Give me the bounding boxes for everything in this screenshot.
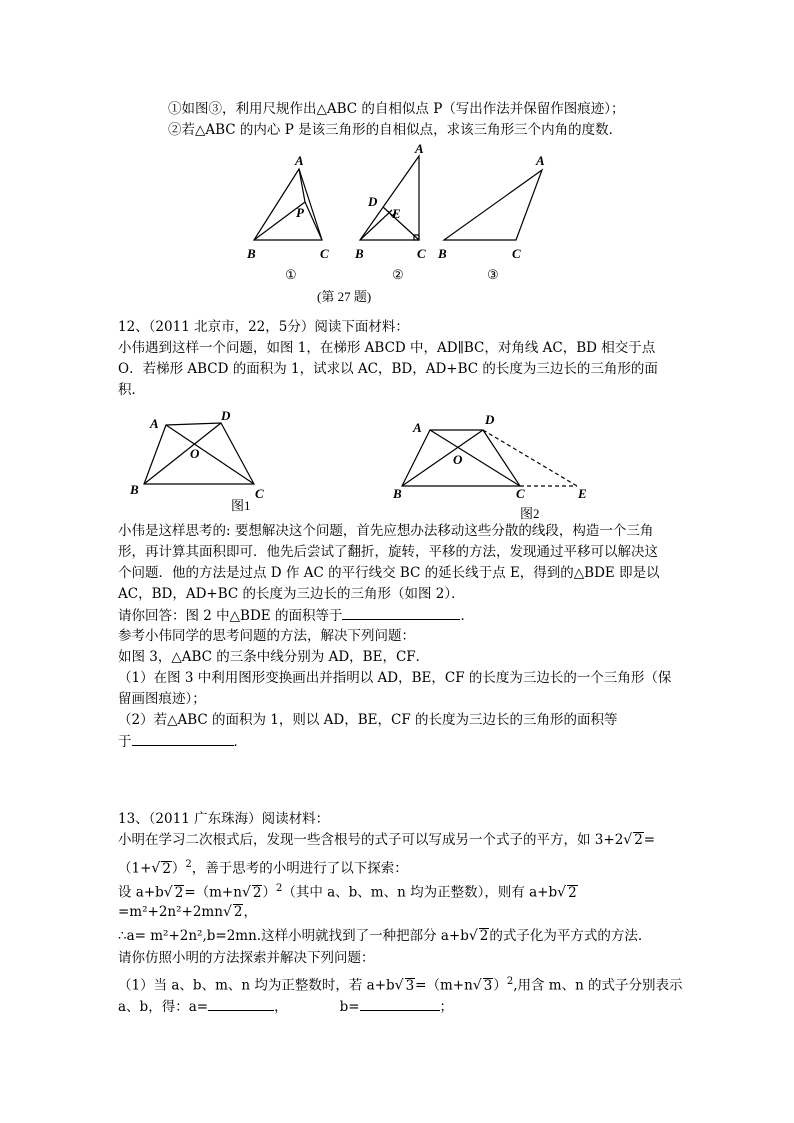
q13-sub1-line1: （1）当 a、b、m、n 均为正整数时，若 a+b√ 3=（m+n√ 3）$^2$,用含 m、n 的式子分别表示 [118, 976, 683, 994]
q13-sub1-comma: ， [274, 999, 288, 1015]
q12-fig2-label-a: A [413, 420, 422, 435]
q13-a-blank[interactable] [208, 997, 274, 1011]
q11-figure-1 [254, 169, 322, 240]
q13-sqrt2: 2 [634, 832, 643, 848]
q12-sub2-end: ． [233, 734, 247, 750]
q13-line3-exp: 2 [275, 883, 283, 894]
q13-sub1-a: （1）当 a、b、m、n 均为正整数时，若 a+b [118, 977, 395, 994]
q13-line6: 请你仿照小明的方法探索并解决下列问题： [118, 950, 375, 966]
q13-sqrt3: 3 [483, 977, 493, 994]
q13-line2: （1+√ 2）$^2$，善于思考的小明进行了以下探索： [118, 859, 408, 877]
q12-figure3-desc: 如图 3，△ABC 的三条中线分别为 AD，BE，CF． [118, 649, 430, 665]
q13-sub1-c: ） [493, 977, 507, 994]
q13-sqrt2: 2 [162, 860, 171, 877]
fig1-caption: ① [285, 267, 297, 282]
q13-line1: 小明在学习二次根式后，发现一些含根号的式子可以写成另一个式子的平方，如 3+2√ 2= [118, 832, 656, 848]
q13-sqrt2: 2 [252, 884, 262, 901]
q12-think-line3: 个问题．他的方法是过点 D 作 AC 的平行线交 BC 的延长线于点 E，得到的△BDE 即是以 [118, 565, 660, 581]
q11-figure-caption: (第 27 题) [317, 289, 372, 304]
q13-line1-text: 小明在学习二次根式后，发现一些含根号的式子可以写成另一个式子的平方，如 3+2 [118, 832, 624, 848]
fig1-label-b: B [247, 246, 256, 261]
q13-line5-a: ∴a= m²+2n²,b=2mn.这样小明就找到了一种把部分 a+b [118, 928, 469, 944]
q13-line4-a: =m²+2n²+2mn [118, 904, 223, 920]
fig2-label-c: C [417, 246, 426, 261]
q12-think-line4: AC，BD，AD+BC 的长度为三边长的三角形（如图 2）． [118, 586, 465, 602]
q13-line2-close: ） [171, 860, 186, 877]
q12-sub1-line2: 留画图痕迹）； [118, 691, 206, 707]
q13-line3-c: ） [262, 884, 276, 901]
q13-line3-d: （其中 a、b、m、n 均为正整数），则有 a+b [282, 884, 558, 901]
q11-figure-3 [444, 170, 542, 240]
q13-sub1-b: =（m+n [415, 977, 473, 994]
fig2-label-e: E [392, 206, 401, 221]
q13-line4: =m²+2n²+2mn√ 2， [118, 904, 257, 920]
q12-intro-line2: O．若梯形 ABCD 的面积为 1，试求以 AC，BD，AD+BC 的长度为三边长的三角形的面 [118, 361, 658, 377]
q11-figures [0, 0, 794, 310]
q13-sqrt2: 2 [233, 904, 243, 920]
fig3-caption: ③ [487, 267, 499, 282]
q13-line1-eq: = [643, 832, 656, 848]
q12-fig2-caption: 图2 [520, 506, 540, 521]
q13-line4-b: ， [243, 904, 257, 920]
q12-fig2-label-c: C [516, 486, 525, 501]
q12-fig1-label-d: D [221, 408, 231, 423]
q13-line2-open: （1+ [118, 860, 152, 877]
q12-fig2-label-b: B [393, 486, 402, 501]
q12-reference: 参考小伟同学的思考问题的方法，解决下列问题： [118, 628, 415, 644]
q12-answer-end: ． [460, 608, 474, 624]
q12-fig1-caption: 图1 [231, 498, 251, 513]
q12-answer-prompt: 请你回答：图 2 中△BDE 的面积等于 [118, 608, 343, 624]
q12-sub2-line2 [118, 732, 247, 751]
q13-header: 13、（2011 广东珠海）阅读材料： [118, 811, 330, 827]
q12-fig2-label-o: O [453, 452, 463, 467]
fig2-label-d: D [368, 194, 378, 209]
q13-sqrt2: 2 [479, 928, 489, 944]
q11-part2: ②若△ABC 的内心 P 是该三角形的自相似点，求该三角形三个内角的度数． [168, 122, 623, 138]
q12-sub2-line1: （2）若△ABC 的面积为 1，则以 AD，BE，CF 的长度为三边长的三角形的面积等 [118, 712, 618, 728]
fig3-label-b: B [438, 246, 447, 261]
q12-fig1-label-a: A [150, 416, 159, 431]
q13-line2-text: ，善于思考的小明进行了以下探索： [191, 860, 408, 877]
q13-sub1-a-label: a、b，得：a= [118, 999, 209, 1015]
q13-sub1-d: ,用含 m、n 的式子分别表示 [513, 977, 683, 994]
q12-fig1-label-c: C [255, 486, 264, 501]
q12-answer-line [118, 606, 474, 625]
q11-part1: ①如图③，利用尺规作出△ABC 的自相似点 P（写出作法并保留作图痕迹）； [168, 101, 625, 117]
q13-line5-b: 的式子化为平方式的方法. [489, 928, 643, 944]
q12-header: 12、（2011 北京市，22，5分）阅读下面材料： [118, 319, 409, 335]
q12-intro-line3: 积． [118, 382, 145, 398]
q12-fig2-label-d: D [485, 412, 495, 427]
q13-sqrt2: 2 [174, 884, 184, 901]
q13-line3: 设 a+b√ 2=（m+n√ 2）$^2$（其中 a、b、m、n 均为正整数），则有 a+b√ 2 [118, 883, 577, 901]
q13-line3-b: =（m+n [184, 884, 242, 901]
q12-answer-blank[interactable] [342, 606, 460, 620]
fig2-label-b: B [355, 246, 364, 261]
q13-sub1-line2 [118, 997, 453, 1016]
q12-think-line1: 小伟是这样思考的: 要想解决这个问题，首先应想办法移动这些分散的线段，构造一个三角 [118, 523, 654, 539]
q13-b-blank[interactable] [360, 997, 440, 1011]
fig1-label-c: C [320, 246, 329, 261]
fig1-label-p: P [296, 205, 304, 220]
q12-figure-2-dashed [483, 430, 577, 486]
q12-fig2-label-e: E [578, 486, 587, 501]
q12-fig1-label-o: O [190, 446, 200, 461]
fig3-label-a: A [536, 153, 545, 168]
q13-line5: ∴a= m²+2n²,b=2mn.这样小明就找到了一种把部分 a+b√ 2的式子化为平方式的方法. [118, 928, 643, 944]
q13-sqrt3: 3 [405, 977, 415, 994]
q13-sub1-b-label: b= [339, 999, 360, 1015]
q12-intro-line1: 小伟遇到这样一个问题，如图 1，在梯形 ABCD 中，AD∥BC，对角线 AC，BD 相交于点 [118, 340, 656, 356]
q12-sub2-blank[interactable] [132, 732, 234, 746]
fig2-label-a: A [415, 141, 424, 156]
q13-line3-a: 设 a+b [118, 884, 164, 901]
q13-sqrt2: 2 [568, 884, 577, 901]
q12-sub1-line1: （1）在图 3 中利用图形变换画出并指明以 AD，BE，CF 的长度为三边长的一个三角形（保 [118, 670, 672, 686]
fig3-label-c: C [512, 246, 521, 261]
q12-sub2-prefix: 于 [118, 734, 132, 750]
q12-fig1-label-b: B [130, 482, 139, 497]
q13-sub1-exp: 2 [506, 976, 514, 987]
q12-think-line2: 形，再计算其面积即可．他先后尝试了翻折，旋转，平移的方法，发现通过平移可以解决这 [118, 544, 658, 560]
q13-line2-exp: 2 [185, 859, 192, 870]
q13-sub1-semicolon: ； [439, 999, 454, 1015]
q12-figures [0, 400, 794, 520]
fig2-caption: ② [392, 267, 404, 282]
fig1-label-a: A [295, 153, 304, 168]
